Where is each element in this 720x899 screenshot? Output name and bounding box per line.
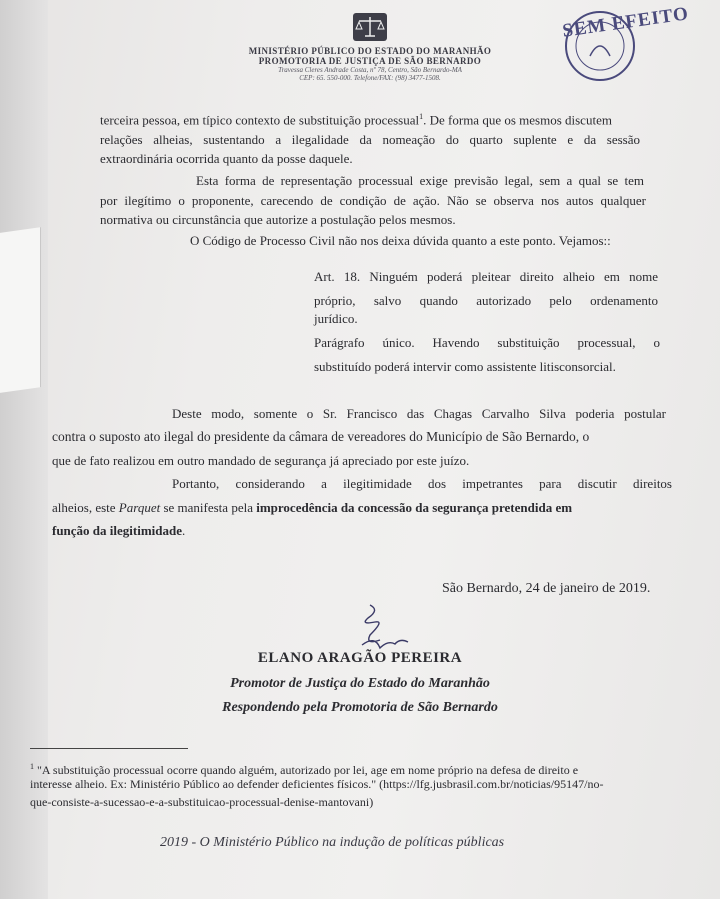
scales-of-justice-icon (352, 12, 388, 42)
sem-efeito-stamp: SEM EFEITO (561, 3, 691, 42)
p4-line1: Deste modo, somente o Sr. Francisco das Chagas Carvalho Silva poderia postular (172, 406, 666, 421)
p3-line1: O Código de Processo Civil não nos deixa dúvida quanto a este ponto. Vejamos:: (190, 233, 611, 248)
p1-line1: terceira pessoa, em típico contexto de substituição processual$^1$. De forma que os mesmos discutem (100, 112, 612, 128)
p4-line2: contra o suposto ato ilegal do presidente da câmara de vereadores do Município de São Bernardo, o (52, 429, 590, 444)
footnote-divider (30, 748, 188, 749)
letterhead-org: MINISTÉRIO PÚBLICO DO ESTADO DO MARANHÃO (248, 46, 492, 56)
quote-line5: substituído poderá intervir como assistente litisconsorcial. (314, 359, 616, 374)
quote-line3: jurídico. (314, 311, 358, 326)
date-line: São Bernardo, 24 de janeiro de 2019. (442, 581, 651, 596)
footnote-line1: $^1$ "A substituição processual ocorre quando alguém, autorizado por lei, age em nome próprio na defesa de direito e (30, 762, 579, 777)
footnote-line3: que-consiste-a-sucessao-e-a-substituicao-processual-denise-mantovani) (30, 795, 374, 809)
p1-line3: extraordinária ocorrida quanto da posse daquele. (100, 151, 353, 166)
quote-line4: Parágrafo único. Havendo substituição processual, o (314, 335, 660, 350)
signer-name: ELANO ARAGÃO PEREIRA (257, 650, 463, 666)
p2-line3: normativa ou circunstância que autorize a postulação pelos mesmos. (100, 212, 456, 227)
underlying-sheet (0, 227, 41, 393)
signer-assignment: Respondendo pela Promotoria de São Bernardo (222, 700, 498, 715)
quote-line1: Art. 18. Ninguém poderá pleitear direito alheio em nome (314, 269, 658, 284)
p5-line2: alheios, este Parquet se manifesta pela improcedência da concessão da segurança pretendida em (52, 500, 573, 515)
footnote-line2: interesse alheio. Ex: Ministério Público ao defender deficientes físicos." (https://lfg.jusbrasil.com.br/noticias/95147/no- (30, 777, 604, 791)
p2-line2: por ilegítimo o proponente, carecendo de condição de ação. Não se observa nos autos qualquer (100, 193, 646, 208)
p5-line3: função da ilegitimidade. (52, 523, 186, 538)
letterhead-address: Travessa Cleres Andrade Costa, nº 78, Centro, São Bernardo-MA (278, 66, 462, 74)
signer-role: Promotor de Justiça do Estado do Maranhão (230, 676, 490, 691)
page-footer: 2019 - O Ministério Público na indução de políticas públicas (160, 835, 505, 850)
p5-line1: Portanto, considerando a ilegitimidade dos impetrantes para discutir direitos (172, 476, 672, 491)
p1-line2: relações alheias, sustentando a ilegalidade da nomeação do quarto suplente e da sessão (100, 132, 640, 147)
p4-line3: que de fato realizou em outro mandado de segurança já apreciado por este juízo. (52, 453, 470, 468)
letterhead-office: PROMOTORIA DE JUSTIÇA DE SÃO BERNARDO (258, 56, 482, 66)
signature-block (190, 650, 530, 724)
letterhead-contact: CEP: 65. 550-000. Telefone/FAX: (98) 3477-1508. (299, 74, 441, 82)
quote-line2: próprio, salvo quando autorizado pelo ordenamento (314, 293, 658, 308)
p2-line1: Esta forma de representação processual exige previsão legal, sem a qual se tem (196, 173, 644, 188)
letterhead (230, 12, 510, 82)
